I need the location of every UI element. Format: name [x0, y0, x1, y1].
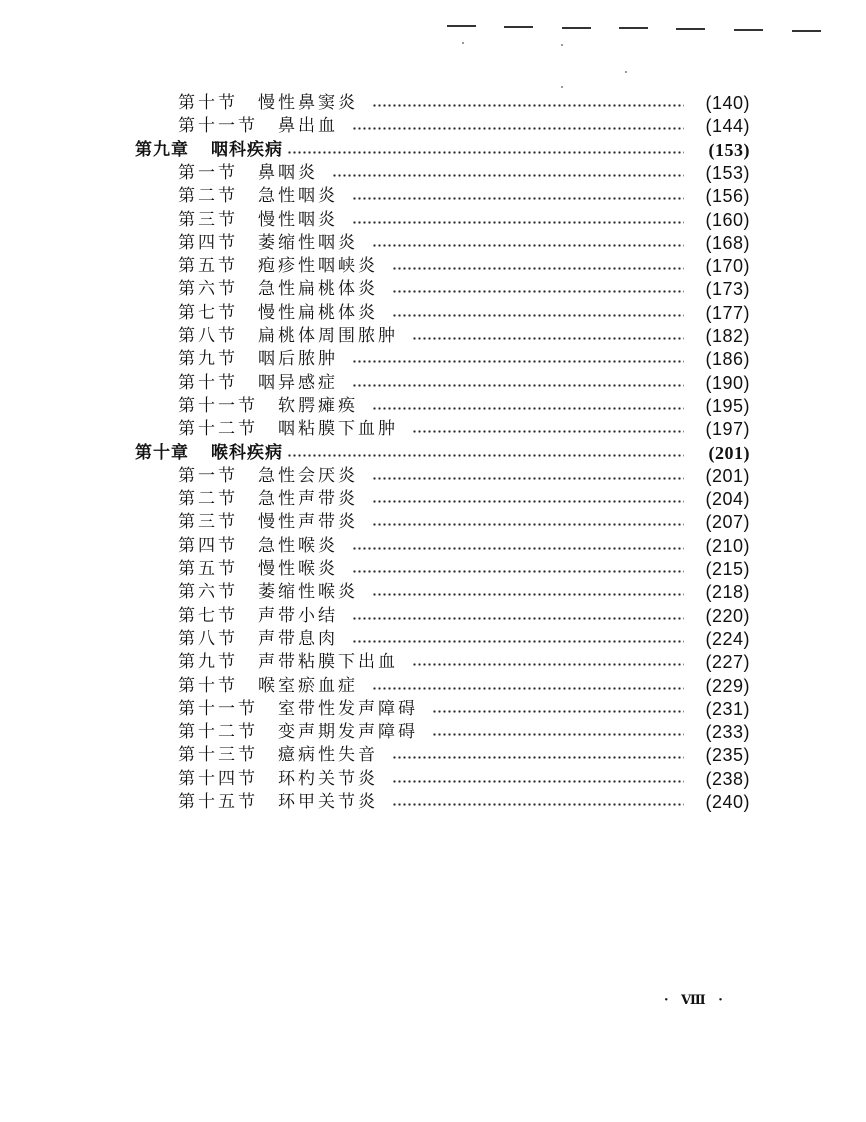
dot-leader	[352, 617, 684, 620]
toc-section-entry[interactable]	[178, 162, 750, 185]
page-number: (235)	[705, 745, 750, 766]
toc-section-entry[interactable]	[178, 511, 750, 534]
toc-chapter-entry[interactable]	[135, 442, 750, 465]
toc-section-entry[interactable]	[178, 372, 750, 395]
section-number: 第二节	[178, 186, 238, 207]
header-dash	[447, 25, 476, 27]
page-number: (153)	[705, 162, 750, 183]
page-number: (204)	[705, 489, 750, 510]
page-number: (231)	[705, 698, 750, 719]
section-title: 慢性咽炎	[258, 209, 338, 230]
toc-section-entry[interactable]	[178, 348, 750, 371]
section-title: 鼻出血	[278, 116, 338, 137]
section-title: 萎缩性喉炎	[258, 582, 358, 603]
section-title: 鼻咽炎	[258, 162, 318, 183]
toc-section-entry[interactable]	[178, 651, 750, 674]
page-number: (201)	[708, 442, 750, 463]
section-title: 萎缩性咽炎	[258, 232, 358, 253]
section-title: 声带粘膜下出血	[258, 652, 398, 673]
page-number: (170)	[705, 256, 750, 277]
section-number: 第四节	[178, 232, 238, 253]
dot-leader	[432, 710, 684, 713]
dot-leader	[412, 430, 684, 433]
toc-section-entry[interactable]	[178, 791, 750, 814]
section-title: 癔病性失音	[278, 745, 378, 766]
section-title: 慢性扁桃体炎	[258, 302, 378, 323]
page-number: (182)	[705, 326, 750, 346]
toc-section-entry[interactable]	[178, 232, 750, 255]
toc-section-entry[interactable]	[178, 628, 750, 651]
section-number: 第十三节	[178, 745, 258, 766]
section-number: 第九节	[178, 652, 238, 673]
page-number: (144)	[705, 116, 750, 137]
section-number: 第四节	[178, 535, 238, 556]
page-number: (190)	[705, 372, 750, 393]
dot-leader	[352, 197, 684, 200]
page-number: (177)	[705, 302, 750, 323]
section-title: 疱疹性咽峡炎	[258, 256, 378, 277]
header-dash	[562, 27, 591, 29]
section-title: 声带小结	[258, 605, 338, 626]
dot-leader	[352, 127, 684, 130]
section-title: 慢性喉炎	[258, 559, 338, 579]
page-number: (140)	[705, 93, 750, 113]
dot-leader	[332, 174, 684, 177]
page-number: (229)	[705, 675, 750, 696]
header-dash	[734, 29, 763, 31]
page-number: (238)	[705, 768, 750, 789]
dot-leader	[392, 780, 684, 783]
page-number: (153)	[708, 139, 750, 160]
dot-leader	[372, 477, 684, 480]
toc-section-entry[interactable]	[178, 395, 750, 418]
section-number: 第五节	[178, 256, 238, 277]
page-number: (168)	[705, 232, 750, 253]
toc-section-entry[interactable]	[178, 744, 750, 767]
section-title: 咽粘膜下血肿	[278, 419, 398, 440]
toc-section-entry[interactable]	[178, 278, 750, 301]
section-title: 咽后脓肿	[258, 349, 338, 370]
page-number: (227)	[705, 652, 750, 673]
section-title: 环杓关节炎	[278, 768, 378, 789]
section-title: 声带息肉	[258, 628, 338, 649]
scan-speck	[561, 86, 563, 88]
page-number: (186)	[705, 349, 750, 370]
section-title: 急性声带炎	[258, 489, 358, 510]
page-number: (220)	[705, 605, 750, 626]
dot-leader	[392, 290, 684, 293]
dot-leader	[392, 267, 684, 270]
header-dash	[792, 30, 821, 32]
dot-leader	[287, 151, 684, 154]
section-number: 第十二节	[178, 419, 258, 440]
dot-leader	[372, 687, 684, 690]
toc-section-entry[interactable]	[178, 558, 750, 581]
section-number: 第三节	[178, 209, 238, 230]
section-title: 慢性鼻窦炎	[258, 93, 358, 113]
section-number: 第二节	[178, 489, 238, 510]
section-number: 第六节	[178, 279, 238, 300]
toc-section-entry[interactable]	[178, 92, 750, 115]
dot-leader	[412, 663, 684, 666]
section-title: 喉室瘀血症	[258, 675, 358, 696]
page-number: (201)	[705, 465, 750, 486]
toc-section-entry[interactable]	[178, 418, 750, 441]
dot-leader	[372, 593, 684, 596]
toc-chapter-entry[interactable]	[135, 139, 750, 162]
section-title: 慢性声带炎	[258, 512, 358, 533]
page-number: (160)	[705, 209, 750, 230]
section-number: 第五节	[178, 559, 238, 579]
section-title: 急性扁桃体炎	[258, 279, 378, 300]
header-rule-dashes	[447, 22, 866, 28]
scan-speck	[561, 44, 563, 46]
section-number: 第一节	[178, 465, 238, 486]
dot-leader	[412, 337, 684, 340]
dot-leader	[432, 733, 684, 736]
toc-section-entry[interactable]	[178, 535, 750, 558]
page-number: (233)	[705, 722, 750, 743]
section-number: 第九节	[178, 349, 238, 370]
section-number: 第十一节	[178, 698, 258, 719]
dot-leader	[287, 454, 684, 457]
page-number: (224)	[705, 628, 750, 649]
dot-leader	[352, 640, 684, 643]
toc-section-entry[interactable]	[178, 115, 750, 138]
section-number: 第八节	[178, 326, 238, 346]
section-number: 第七节	[178, 302, 238, 323]
toc-section-entry[interactable]	[178, 605, 750, 628]
toc-section-entry[interactable]	[178, 325, 750, 348]
toc-section-entry[interactable]	[178, 721, 750, 744]
toc-section-entry[interactable]	[178, 675, 750, 698]
section-title: 软腭瘫痪	[278, 395, 358, 416]
section-title: 急性喉炎	[258, 535, 338, 556]
section-number: 第一节	[178, 162, 238, 183]
toc-section-entry[interactable]	[178, 581, 750, 604]
dot-leader	[392, 314, 684, 317]
chapter-number: 第九章	[135, 139, 189, 160]
scan-speck	[625, 71, 627, 73]
page-number: (156)	[705, 186, 750, 207]
toc-section-entry[interactable]	[178, 768, 750, 791]
dot-leader	[352, 570, 684, 573]
toc-section-entry[interactable]	[178, 488, 750, 511]
dot-leader	[372, 523, 684, 526]
header-dash	[619, 27, 648, 29]
toc-section-entry[interactable]	[178, 698, 750, 721]
page-number: (207)	[705, 512, 750, 533]
page-number: (197)	[705, 419, 750, 440]
section-title: 咽异感症	[258, 372, 338, 393]
toc-section-entry[interactable]	[178, 209, 750, 232]
section-title: 室带性发声障碍	[278, 698, 418, 719]
section-title: 扁桃体周围脓肿	[258, 326, 398, 346]
section-number: 第十节	[178, 372, 238, 393]
dot-leader	[392, 756, 684, 759]
toc-section-entry[interactable]	[178, 302, 750, 325]
dot-leader	[352, 547, 684, 550]
dot-leader	[352, 360, 684, 363]
section-number: 第十节	[178, 93, 238, 113]
section-title: 变声期发声障碍	[278, 722, 418, 743]
toc-section-entry[interactable]	[178, 255, 750, 278]
dot-leader	[372, 104, 684, 107]
section-number: 第八节	[178, 628, 238, 649]
page-number: (218)	[705, 582, 750, 603]
section-number: 第十一节	[178, 395, 258, 416]
dot-leader	[372, 407, 684, 410]
dot-leader	[372, 500, 684, 503]
section-number: 第十二节	[178, 722, 258, 743]
page-number: (173)	[705, 279, 750, 300]
dot-leader	[352, 384, 684, 387]
section-title: 急性咽炎	[258, 186, 338, 207]
section-title: 环甲关节炎	[278, 792, 378, 812]
section-number: 第十四节	[178, 768, 258, 789]
section-number: 第十节	[178, 675, 238, 696]
header-dash	[676, 28, 705, 30]
chapter-number: 第十章	[135, 442, 189, 463]
dot-leader	[352, 221, 684, 224]
section-number: 第十五节	[178, 792, 258, 812]
section-number: 第六节	[178, 582, 238, 603]
page-number: (215)	[705, 559, 750, 579]
chapter-title: 咽科疾病	[211, 139, 283, 160]
page-folio: · Ⅷ ·	[664, 993, 727, 1008]
page-number: (210)	[705, 535, 750, 556]
page-number: (240)	[705, 792, 750, 812]
section-number: 第三节	[178, 512, 238, 533]
section-number: 第七节	[178, 605, 238, 626]
scan-speck	[462, 42, 464, 44]
toc-section-entry[interactable]	[178, 185, 750, 208]
section-title: 急性会厌炎	[258, 465, 358, 486]
page-number: (195)	[705, 395, 750, 416]
dot-leader	[392, 803, 684, 806]
dot-leader	[372, 244, 684, 247]
toc-section-entry[interactable]	[178, 465, 750, 488]
header-dash	[504, 26, 533, 28]
section-number: 第十一节	[178, 116, 258, 137]
chapter-title: 喉科疾病	[211, 442, 283, 463]
